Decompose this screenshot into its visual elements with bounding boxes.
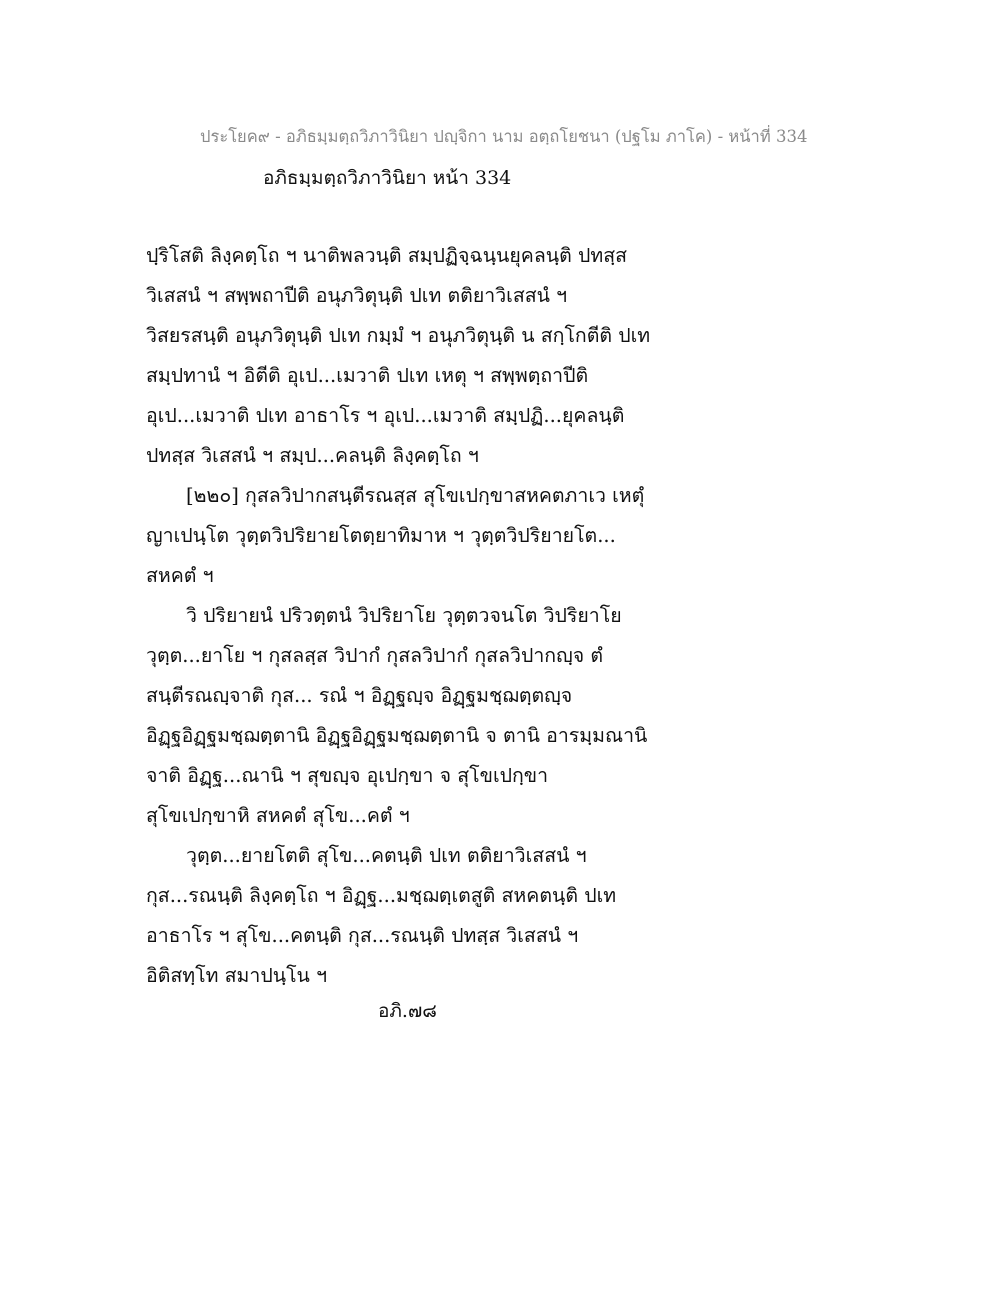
text-line: สุโขเปกฺขาหิ สหคตํ สุโข...คตํ ฯ bbox=[146, 804, 410, 827]
text-line: สมฺปทานํ ฯ อิตีติ อุเป...เมวาติ ปเท เหตุ ฯ สพฺพตฺถาปีติ bbox=[146, 364, 589, 387]
page-title: อภิธมฺมตฺถวิภาวินิยา หน้า 334 bbox=[263, 167, 512, 189]
text-line: ปทสฺส วิเสสนํ ฯ สมฺป...คลนฺติ ลิงฺคตฺโถ ฯ bbox=[146, 444, 479, 467]
text-line: วิเสสนํ ฯ สพฺพถาปีติ อนุภวิตุนฺติ ปเท ตติยาวิเสสนํ ฯ bbox=[146, 284, 568, 307]
text-line: ญาเปนฺโต วุตฺตวิปริยายโตตฺยาทิมาห ฯ วุตฺตวิปริยายโต... bbox=[146, 524, 616, 547]
text-line: วิ ปริยายนํ ปริวตฺตนํ วิปริยาโย วุตฺตวจนโต วิปริยาโย bbox=[186, 604, 622, 627]
text-line: อิฏฺฐอิฏฺฐมชฺฌตฺตานิ อิฏฺฐอิฏฺฐมชฺฌตฺตานิ จ ตานิ อารมฺมณานิ bbox=[146, 724, 648, 747]
text-line: วุตฺต...ยาโย ฯ กุสลสฺส วิปากํ กุสลวิปากํ กุสลวิปากญฺจ ตํ bbox=[146, 644, 604, 667]
text-line: สหคตํ ฯ bbox=[146, 564, 214, 587]
running-header: ประโยค๙ - อภิธมฺมตฺถวิภาวินิยา ปญฺจิกา นาม อตฺถโยชนา (ปฐโม ภาโค) - หน้าที่ 334 bbox=[200, 127, 808, 146]
text-line: จาติ อิฏฺฐ...ณานิ ฯ สุขญฺจ อุเปกฺขา จ สุโขเปกฺขา bbox=[146, 764, 549, 787]
text-line: [๒๒๐] กุสลวิปากสนฺตีรณสฺส สุโขเปกฺขาสหคตภาเว เหตุํ bbox=[186, 484, 645, 507]
text-line: อิติสทฺโท สมาปนฺโน ฯ bbox=[146, 964, 328, 987]
text-line: อุเป...เมวาติ ปเท อาธาโร ฯ อุเป...เมวาติ สมฺปฏิ...ยุคลนฺติ bbox=[146, 404, 625, 427]
footer-code: อภิ.๗๘ bbox=[378, 1000, 437, 1022]
text-line: กุส...รณนฺติ ลิงฺคตฺโถ ฯ อิฏฺฐ...มชฺฌตฺเตสูติ สหคตนฺติ ปเท bbox=[146, 884, 617, 907]
text-line: ปฺริโสติ ลิงฺคตฺโถ ฯ นาติพลวนฺติ สมฺปฏิจฺฉนฺนยุคลนฺติ ปทสฺส bbox=[146, 244, 628, 267]
text-line: อาธาโร ฯ สุโข...คตนฺติ กุส...รณนฺติ ปทสฺส วิเสสนํ ฯ bbox=[146, 924, 579, 947]
body-text bbox=[146, 236, 866, 996]
text-line: สนฺตีรณญฺจาติ กุส... รณํ ฯ อิฏฺฐญฺจ อิฏฺฐมชฺฌตฺตญฺจ bbox=[146, 684, 573, 707]
text-line: วิสยรสนฺติ อนุภวิตุนฺติ ปเท กมฺมํ ฯ อนุภวิตุนฺติ น สกฺโกตีติ ปเท bbox=[146, 324, 651, 347]
text-line: วุตฺต...ยายโตติ สุโข...คตนฺติ ปเท ตติยาวิเสสนํ ฯ bbox=[186, 844, 587, 867]
